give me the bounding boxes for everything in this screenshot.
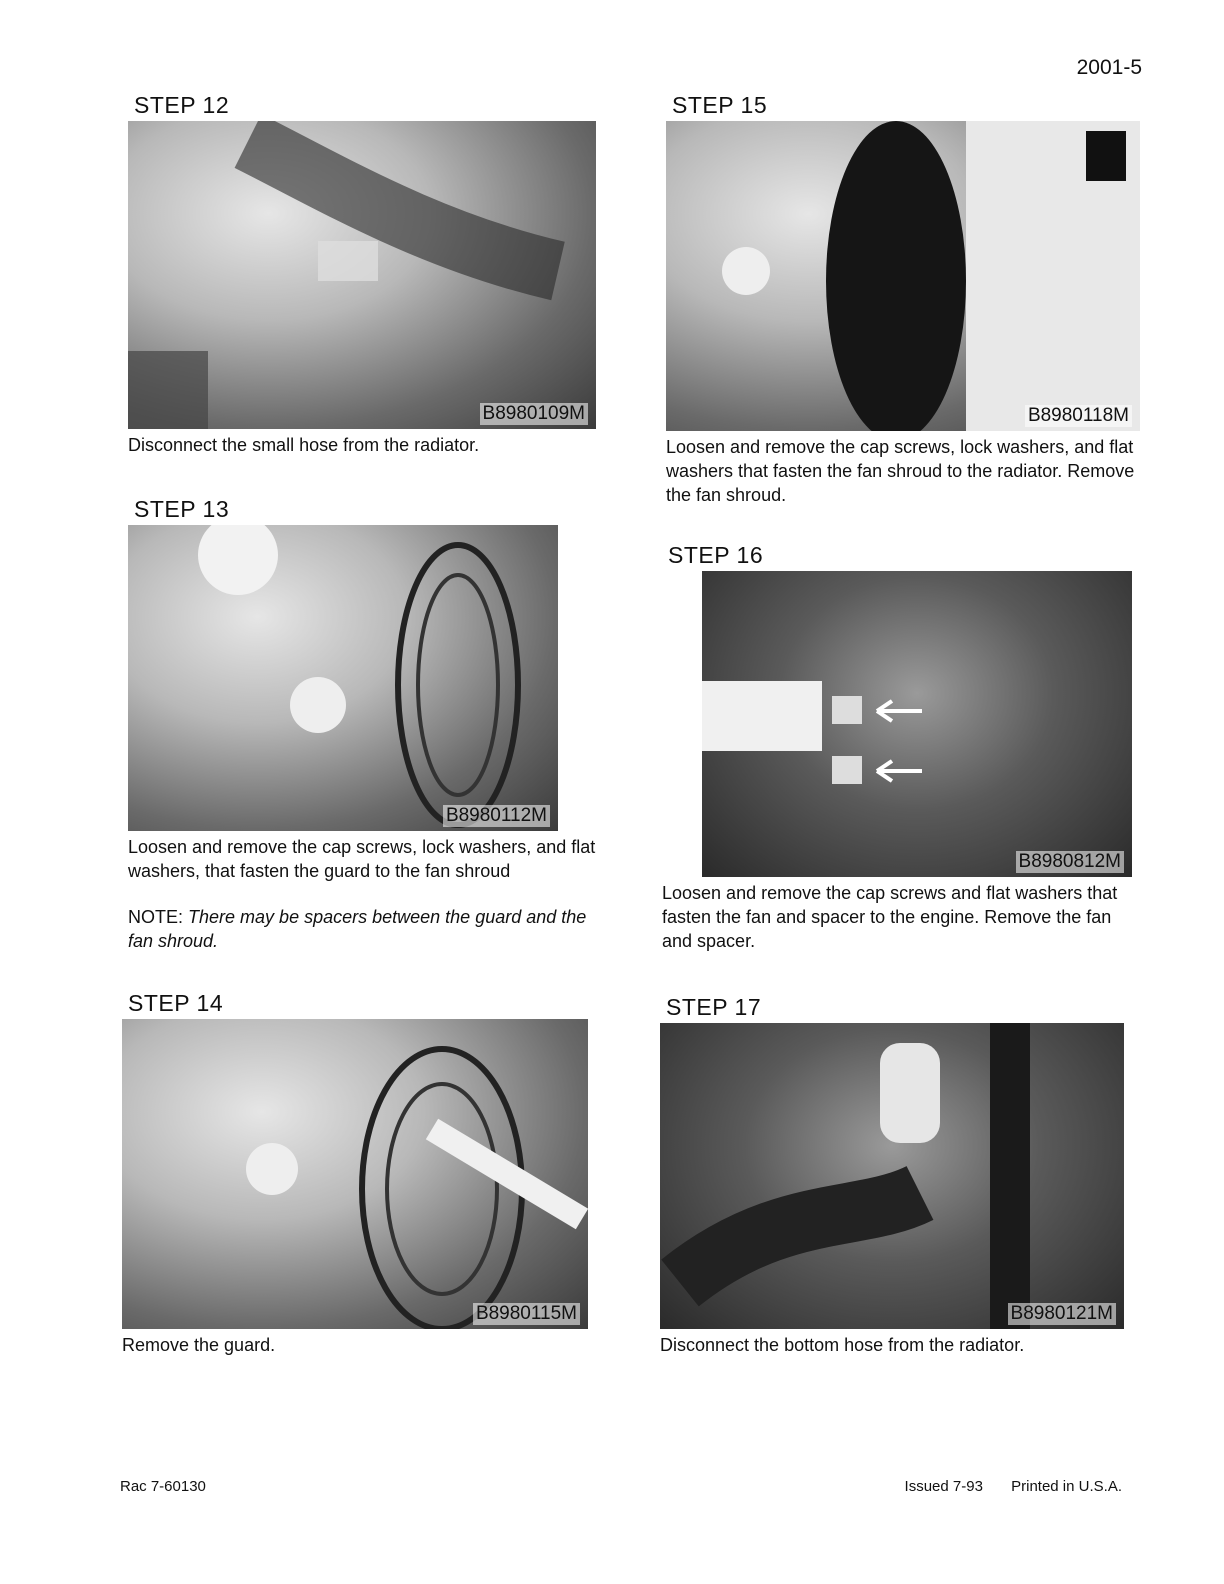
fan-spacer-illustration xyxy=(702,571,1132,877)
figure-id: B8980118M xyxy=(1025,405,1132,427)
footer-issued: Issued 7-93 xyxy=(904,1478,983,1495)
bottom-hose-illustration xyxy=(660,1023,1124,1329)
step-caption: Loosen and remove the cap screws, lock washers, and flat washers, that fasten the guard to the fan shroud xyxy=(128,837,596,881)
figure-id: B8980109M xyxy=(480,403,588,425)
step-caption: Loosen and remove the cap screws, lock washers, and flat washers that fasten the fan shroud to the radiator. Remove the fan shroud. xyxy=(666,437,1135,505)
fan-guard-illustration xyxy=(128,525,558,831)
figure-id: B8980115M xyxy=(473,1303,580,1325)
step-title: STEP 13 xyxy=(134,496,230,522)
photo-fan-shroud xyxy=(666,121,1140,431)
step-17 xyxy=(660,994,1134,1357)
footer-doc-code: Rac 7-60130 xyxy=(120,1478,206,1495)
photo-remove-guard xyxy=(122,1019,588,1329)
photo-bottom-hose xyxy=(660,1023,1124,1329)
arrow-icon xyxy=(877,761,922,781)
figure-id: B8980112M xyxy=(443,805,550,827)
arrow-icon xyxy=(877,701,922,721)
step-16 xyxy=(662,542,1136,953)
footer-info xyxy=(905,1478,1122,1495)
footer-printed: Printed in U.S.A. xyxy=(1011,1478,1122,1495)
photo-fan-spacer xyxy=(702,571,1132,877)
note-label: NOTE: xyxy=(128,907,184,927)
step-title: STEP 12 xyxy=(134,92,230,118)
fan-shroud-illustration xyxy=(666,121,1140,431)
step-15 xyxy=(666,92,1140,507)
step-title: STEP 16 xyxy=(668,542,764,568)
step-12 xyxy=(128,92,598,457)
figure-id: B8980121M xyxy=(1008,1303,1116,1325)
note-text: There may be spacers between the guard and the fan shroud. xyxy=(128,907,587,951)
step-title: STEP 17 xyxy=(666,994,762,1020)
step-title: STEP 15 xyxy=(672,92,768,118)
step-13 xyxy=(128,496,598,953)
note xyxy=(128,905,598,953)
step-caption: Loosen and remove the cap screws and flat washers that fasten the fan and spacer to the engine. Remove the fan and spacer. xyxy=(662,883,1118,951)
photo-fan-guard xyxy=(128,525,558,831)
guard-removal-illustration xyxy=(122,1019,588,1329)
step-caption: Disconnect the small hose from the radiator. xyxy=(128,435,480,455)
hose-illustration xyxy=(128,121,596,429)
step-14 xyxy=(122,990,592,1357)
step-caption: Remove the guard. xyxy=(122,1335,276,1355)
step-caption: Disconnect the bottom hose from the radiator. xyxy=(660,1335,1025,1355)
step-title: STEP 14 xyxy=(128,990,224,1016)
photo-radiator-hose xyxy=(128,121,596,429)
figure-id: B8980812M xyxy=(1016,851,1124,873)
page-number: 2001-5 xyxy=(1076,56,1142,79)
